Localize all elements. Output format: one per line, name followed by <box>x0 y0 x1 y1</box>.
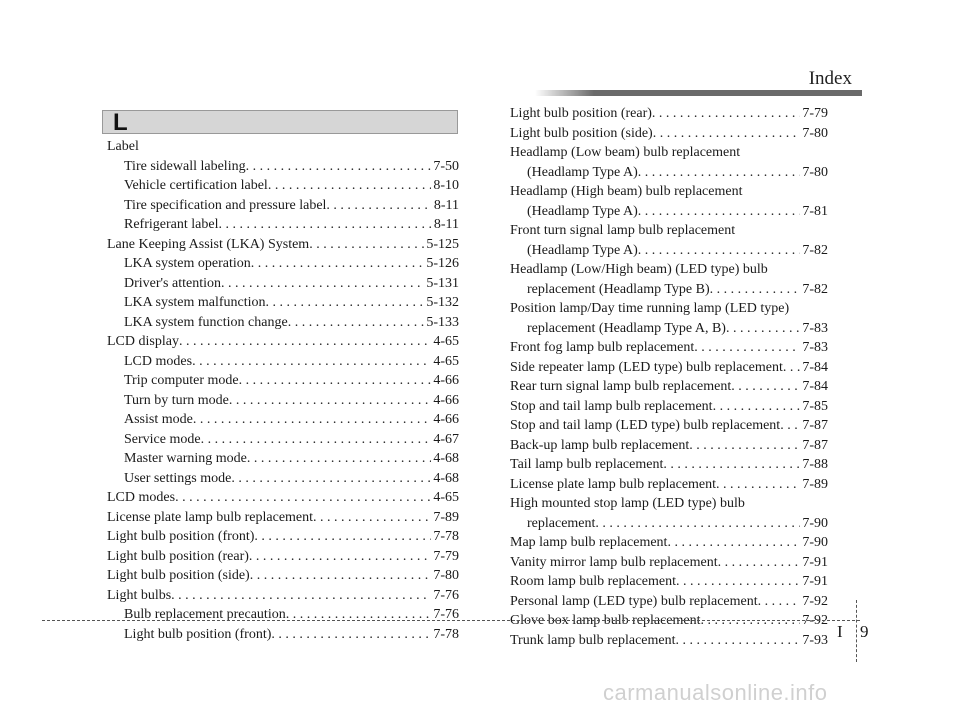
leader-dots <box>246 157 432 177</box>
index-entry-text: Glove box lamp bulb replacement <box>510 613 701 628</box>
index-entry-page: 7-78 <box>433 529 459 544</box>
index-entry <box>510 572 828 592</box>
index-entry-page: 5-131 <box>426 275 459 291</box>
index-entry <box>510 436 828 456</box>
index-entry-page: 7-88 <box>802 457 828 472</box>
leader-dots <box>689 436 800 456</box>
index-entry <box>510 143 828 163</box>
index-entry <box>510 514 828 534</box>
index-entry <box>107 371 459 391</box>
index-entry-page: 7-80 <box>433 568 459 583</box>
index-entry-page: 4-67 <box>433 431 459 447</box>
index-entry-page: 7-89 <box>802 476 828 492</box>
index-entry <box>107 625 459 645</box>
index-entry-page: 7-92 <box>802 593 828 609</box>
index-entry-text: License plate lamp bulb replacement <box>107 509 314 525</box>
index-entry <box>510 260 828 280</box>
index-entry-text: Lane Keeping Assist (LKA) System <box>107 236 310 252</box>
index-entry-text: Headlamp (Low beam) bulb replacement <box>510 145 741 160</box>
index-entry <box>510 221 828 241</box>
index-entry <box>107 547 459 567</box>
index-entry <box>510 553 828 573</box>
index-entry-text: Position lamp/Day time running lamp (LED type) <box>510 301 790 316</box>
leader-dots <box>201 430 432 450</box>
index-entry-page: 7-87 <box>802 418 828 433</box>
index-entry-page: 7-92 <box>802 613 828 628</box>
index-entry-text: High mounted stop lamp (LED type) bulb <box>510 496 745 511</box>
index-entry-text: Personal lamp (LED type) bulb replacement <box>510 593 758 609</box>
leader-dots <box>193 410 431 430</box>
index-entry-text: Tail lamp bulb replacement <box>510 457 664 472</box>
leader-dots <box>638 241 801 261</box>
leader-dots <box>726 319 800 339</box>
index-entry-page: 4-68 <box>433 451 459 466</box>
index-column-left <box>107 137 459 644</box>
index-entry-text: Trunk lamp bulb replacement <box>510 632 676 648</box>
index-entry-text: Label <box>107 139 139 154</box>
index-entry-text: Light bulb position (front) <box>124 626 272 642</box>
index-entry <box>107 215 459 235</box>
index-entry-text: Headlamp (High beam) bulb replacement <box>510 184 743 199</box>
index-entry-text: Room lamp bulb replacement <box>510 574 677 589</box>
leader-dots <box>221 274 424 294</box>
index-entry <box>107 586 459 606</box>
leader-dots <box>313 508 431 528</box>
header-rule <box>535 90 862 96</box>
index-entry <box>107 391 459 411</box>
index-entry-page: 4-65 <box>433 334 459 349</box>
index-entry-page: 7-82 <box>802 281 828 297</box>
index-entry-text: LCD display <box>107 334 179 349</box>
index-entry <box>107 605 459 625</box>
index-entry <box>107 196 459 216</box>
index-entry-page: 4-68 <box>433 470 459 486</box>
index-entry-page: 7-76 <box>433 587 459 603</box>
index-entry-text: Vanity mirror lamp bulb replacement <box>510 554 718 570</box>
index-entry-text: replacement (Headlamp Type A, B) <box>527 320 726 336</box>
index-entry <box>510 163 828 183</box>
index-entry <box>107 274 459 294</box>
leader-dots <box>780 416 800 436</box>
index-entry-page: 7-90 <box>802 515 828 531</box>
index-entry-text: Vehicle certification label <box>124 178 268 193</box>
leader-dots <box>676 572 800 592</box>
watermark: carmanualsonline.info <box>603 680 828 705</box>
index-entry-page: 7-91 <box>802 574 828 589</box>
leader-dots <box>175 488 431 508</box>
index-entry-page: 7-50 <box>433 158 459 174</box>
index-entry <box>107 137 459 157</box>
index-entry-page: 7-80 <box>802 125 828 141</box>
index-entry-text: Tire specification and pressure label <box>124 197 327 213</box>
index-entry-text: Driver's attention <box>124 275 221 291</box>
index-entry-text: Map lamp bulb replacement <box>510 535 668 550</box>
index-entry <box>107 352 459 372</box>
index-entry-page: 7-80 <box>802 164 828 180</box>
leader-dots <box>638 202 801 222</box>
index-entry-text: Light bulb position (rear) <box>510 106 652 121</box>
index-entry <box>107 508 459 528</box>
index-entry <box>107 235 459 255</box>
index-entry <box>510 377 828 397</box>
index-entry-text: (Headlamp Type A) <box>527 203 638 219</box>
leader-dots <box>694 338 800 358</box>
index-entry-text: Light bulb position (side) <box>510 125 653 141</box>
index-entry <box>510 358 828 378</box>
index-entry-page: 5-132 <box>426 295 459 310</box>
index-entry-page: 7-91 <box>802 554 828 570</box>
index-column-right <box>510 104 828 650</box>
leader-dots <box>718 553 801 573</box>
index-entry-text: Stop and tail lamp (LED type) bulb replacement <box>510 418 781 433</box>
index-entry <box>510 455 828 475</box>
index-entry-text: Back-up lamp bulb replacement <box>510 437 690 453</box>
footer-rule <box>42 620 860 621</box>
index-entry-text: LKA system malfunction <box>124 295 266 310</box>
index-entry <box>510 280 828 300</box>
leader-dots <box>247 449 431 469</box>
index-entry <box>510 416 828 436</box>
index-entry <box>107 566 459 586</box>
index-entry-text: (Headlamp Type A) <box>527 164 638 180</box>
index-entry <box>107 332 459 352</box>
leader-dots <box>676 631 801 651</box>
index-entry <box>510 124 828 144</box>
leader-dots <box>171 586 431 606</box>
index-entry <box>107 449 459 469</box>
index-entry <box>510 182 828 202</box>
index-entry-text: Turn by turn mode <box>124 392 229 408</box>
index-entry <box>107 157 459 177</box>
index-entry-page: 4-66 <box>433 412 459 427</box>
leader-dots <box>179 332 431 352</box>
index-entry-text: Light bulb position (side) <box>107 568 250 583</box>
index-entry-text: Light bulb position (front) <box>107 529 255 544</box>
index-entry-page: 5-125 <box>426 236 459 252</box>
index-entry-text: Stop and tail lamp bulb replacement <box>510 398 713 414</box>
index-entry <box>510 533 828 553</box>
index-entry <box>107 469 459 489</box>
leader-dots <box>286 605 432 625</box>
index-entry-page: 7-82 <box>802 242 828 258</box>
index-entry-page: 7-89 <box>433 509 459 525</box>
index-entry-text: Light bulbs <box>107 587 172 603</box>
leader-dots <box>254 527 431 547</box>
index-entry <box>510 299 828 319</box>
index-entry-page: 7-79 <box>802 106 828 121</box>
leader-dots <box>326 196 431 216</box>
index-entry-page: 7-87 <box>802 437 828 453</box>
page-header-title: Index <box>808 68 852 89</box>
index-entry <box>510 397 828 417</box>
leader-dots <box>783 358 800 378</box>
leader-dots <box>288 313 425 333</box>
leader-dots <box>710 280 801 300</box>
index-entry-text: LCD modes <box>124 353 193 369</box>
index-entry <box>510 475 828 495</box>
index-entry-page: 7-83 <box>802 320 828 336</box>
index-entry <box>107 176 459 196</box>
index-entry-text: Service mode <box>124 431 201 447</box>
leader-dots <box>268 176 432 196</box>
leader-dots <box>652 104 800 124</box>
leader-dots <box>266 293 425 313</box>
index-entry-text: Front fog lamp bulb replacement <box>510 340 695 355</box>
index-entry-text: (Headlamp Type A) <box>527 242 638 258</box>
index-entry <box>107 527 459 547</box>
page-number: 9 <box>860 622 869 641</box>
index-entry-page: 7-90 <box>802 535 828 550</box>
index-entry-text: replacement <box>527 515 596 531</box>
leader-dots <box>663 455 800 475</box>
leader-dots <box>249 547 431 567</box>
index-entry <box>510 338 828 358</box>
index-entry-text: Bulb replacement precaution <box>124 607 286 622</box>
section-letter-box <box>102 110 458 134</box>
index-entry-text: Front turn signal lamp bulb replacement <box>510 223 736 238</box>
leader-dots <box>638 163 801 183</box>
index-entry-page: 7-81 <box>802 203 828 219</box>
index-entry-text: User settings mode <box>124 470 232 486</box>
index-entry-text: Side repeater lamp (LED type) bulb replacement <box>510 359 783 375</box>
index-entry-text: Assist mode <box>124 412 193 427</box>
index-entry <box>107 254 459 274</box>
leader-dots <box>218 215 431 235</box>
index-entry-text: License plate lamp bulb replacement <box>510 476 717 492</box>
index-entry-text: Refrigerant label <box>124 217 219 232</box>
index-entry <box>510 202 828 222</box>
index-entry-page: 7-79 <box>433 548 459 564</box>
index-entry-text: Master warning mode <box>124 451 247 466</box>
footer-divider <box>856 600 857 662</box>
index-entry-page: 8-11 <box>433 197 459 213</box>
index-entry-page: 7-76 <box>433 607 459 622</box>
index-entry <box>510 631 828 651</box>
leader-dots <box>667 533 800 553</box>
leader-dots <box>251 254 425 274</box>
leader-dots <box>250 566 432 586</box>
index-entry-page: 7-93 <box>802 632 828 648</box>
index-entry-page: 8-11 <box>433 217 459 232</box>
leader-dots <box>653 124 801 144</box>
leader-dots <box>309 235 424 255</box>
index-entry-text: Headlamp (Low/High beam) (LED type) bulb <box>510 262 768 277</box>
index-entry-text: LKA system operation <box>124 256 251 271</box>
index-entry <box>510 104 828 124</box>
leader-dots <box>239 371 432 391</box>
leader-dots <box>229 391 431 411</box>
leader-dots <box>192 352 431 372</box>
section-letter: L <box>113 109 128 136</box>
index-entry-page: 4-66 <box>433 373 459 388</box>
index-entry-page: 7-83 <box>802 340 828 355</box>
index-entry <box>510 494 828 514</box>
index-entry-text: Tire sidewall labeling <box>124 158 246 174</box>
footer-chapter: I <box>837 622 843 641</box>
index-entry-page: 4-65 <box>433 353 459 369</box>
index-entry <box>510 241 828 261</box>
index-entry-page: 5-126 <box>426 256 459 271</box>
index-entry-text: Light bulb position (rear) <box>107 548 249 564</box>
index-entry <box>510 319 828 339</box>
leader-dots <box>758 592 801 612</box>
index-entry-text: Trip computer mode <box>124 373 239 388</box>
index-entry-page: 7-85 <box>802 398 828 414</box>
index-entry <box>107 430 459 450</box>
leader-dots <box>595 514 800 534</box>
leader-dots <box>731 377 800 397</box>
index-entry-page: 4-66 <box>433 392 459 408</box>
leader-dots <box>271 625 431 645</box>
index-entry-text: replacement (Headlamp Type B) <box>527 281 710 297</box>
index-entry-text: LCD modes <box>107 490 176 505</box>
index-entry <box>510 592 828 612</box>
leader-dots <box>231 469 431 489</box>
index-entry-page: 7-78 <box>433 626 459 642</box>
leader-dots <box>716 475 800 495</box>
index-entry <box>107 293 459 313</box>
index-entry-page: 4-65 <box>433 490 459 505</box>
index-entry <box>107 410 459 430</box>
leader-dots <box>713 397 801 417</box>
index-entry-page: 5-133 <box>426 314 459 330</box>
index-entry-page: 7-84 <box>802 379 828 394</box>
index-entry <box>107 488 459 508</box>
index-entry-text: LKA system function change <box>124 314 288 330</box>
index-entry-text: Rear turn signal lamp bulb replacement <box>510 379 732 394</box>
index-entry-page: 7-84 <box>802 359 828 375</box>
index-entry <box>107 313 459 333</box>
index-entry-page: 8-10 <box>433 178 459 193</box>
